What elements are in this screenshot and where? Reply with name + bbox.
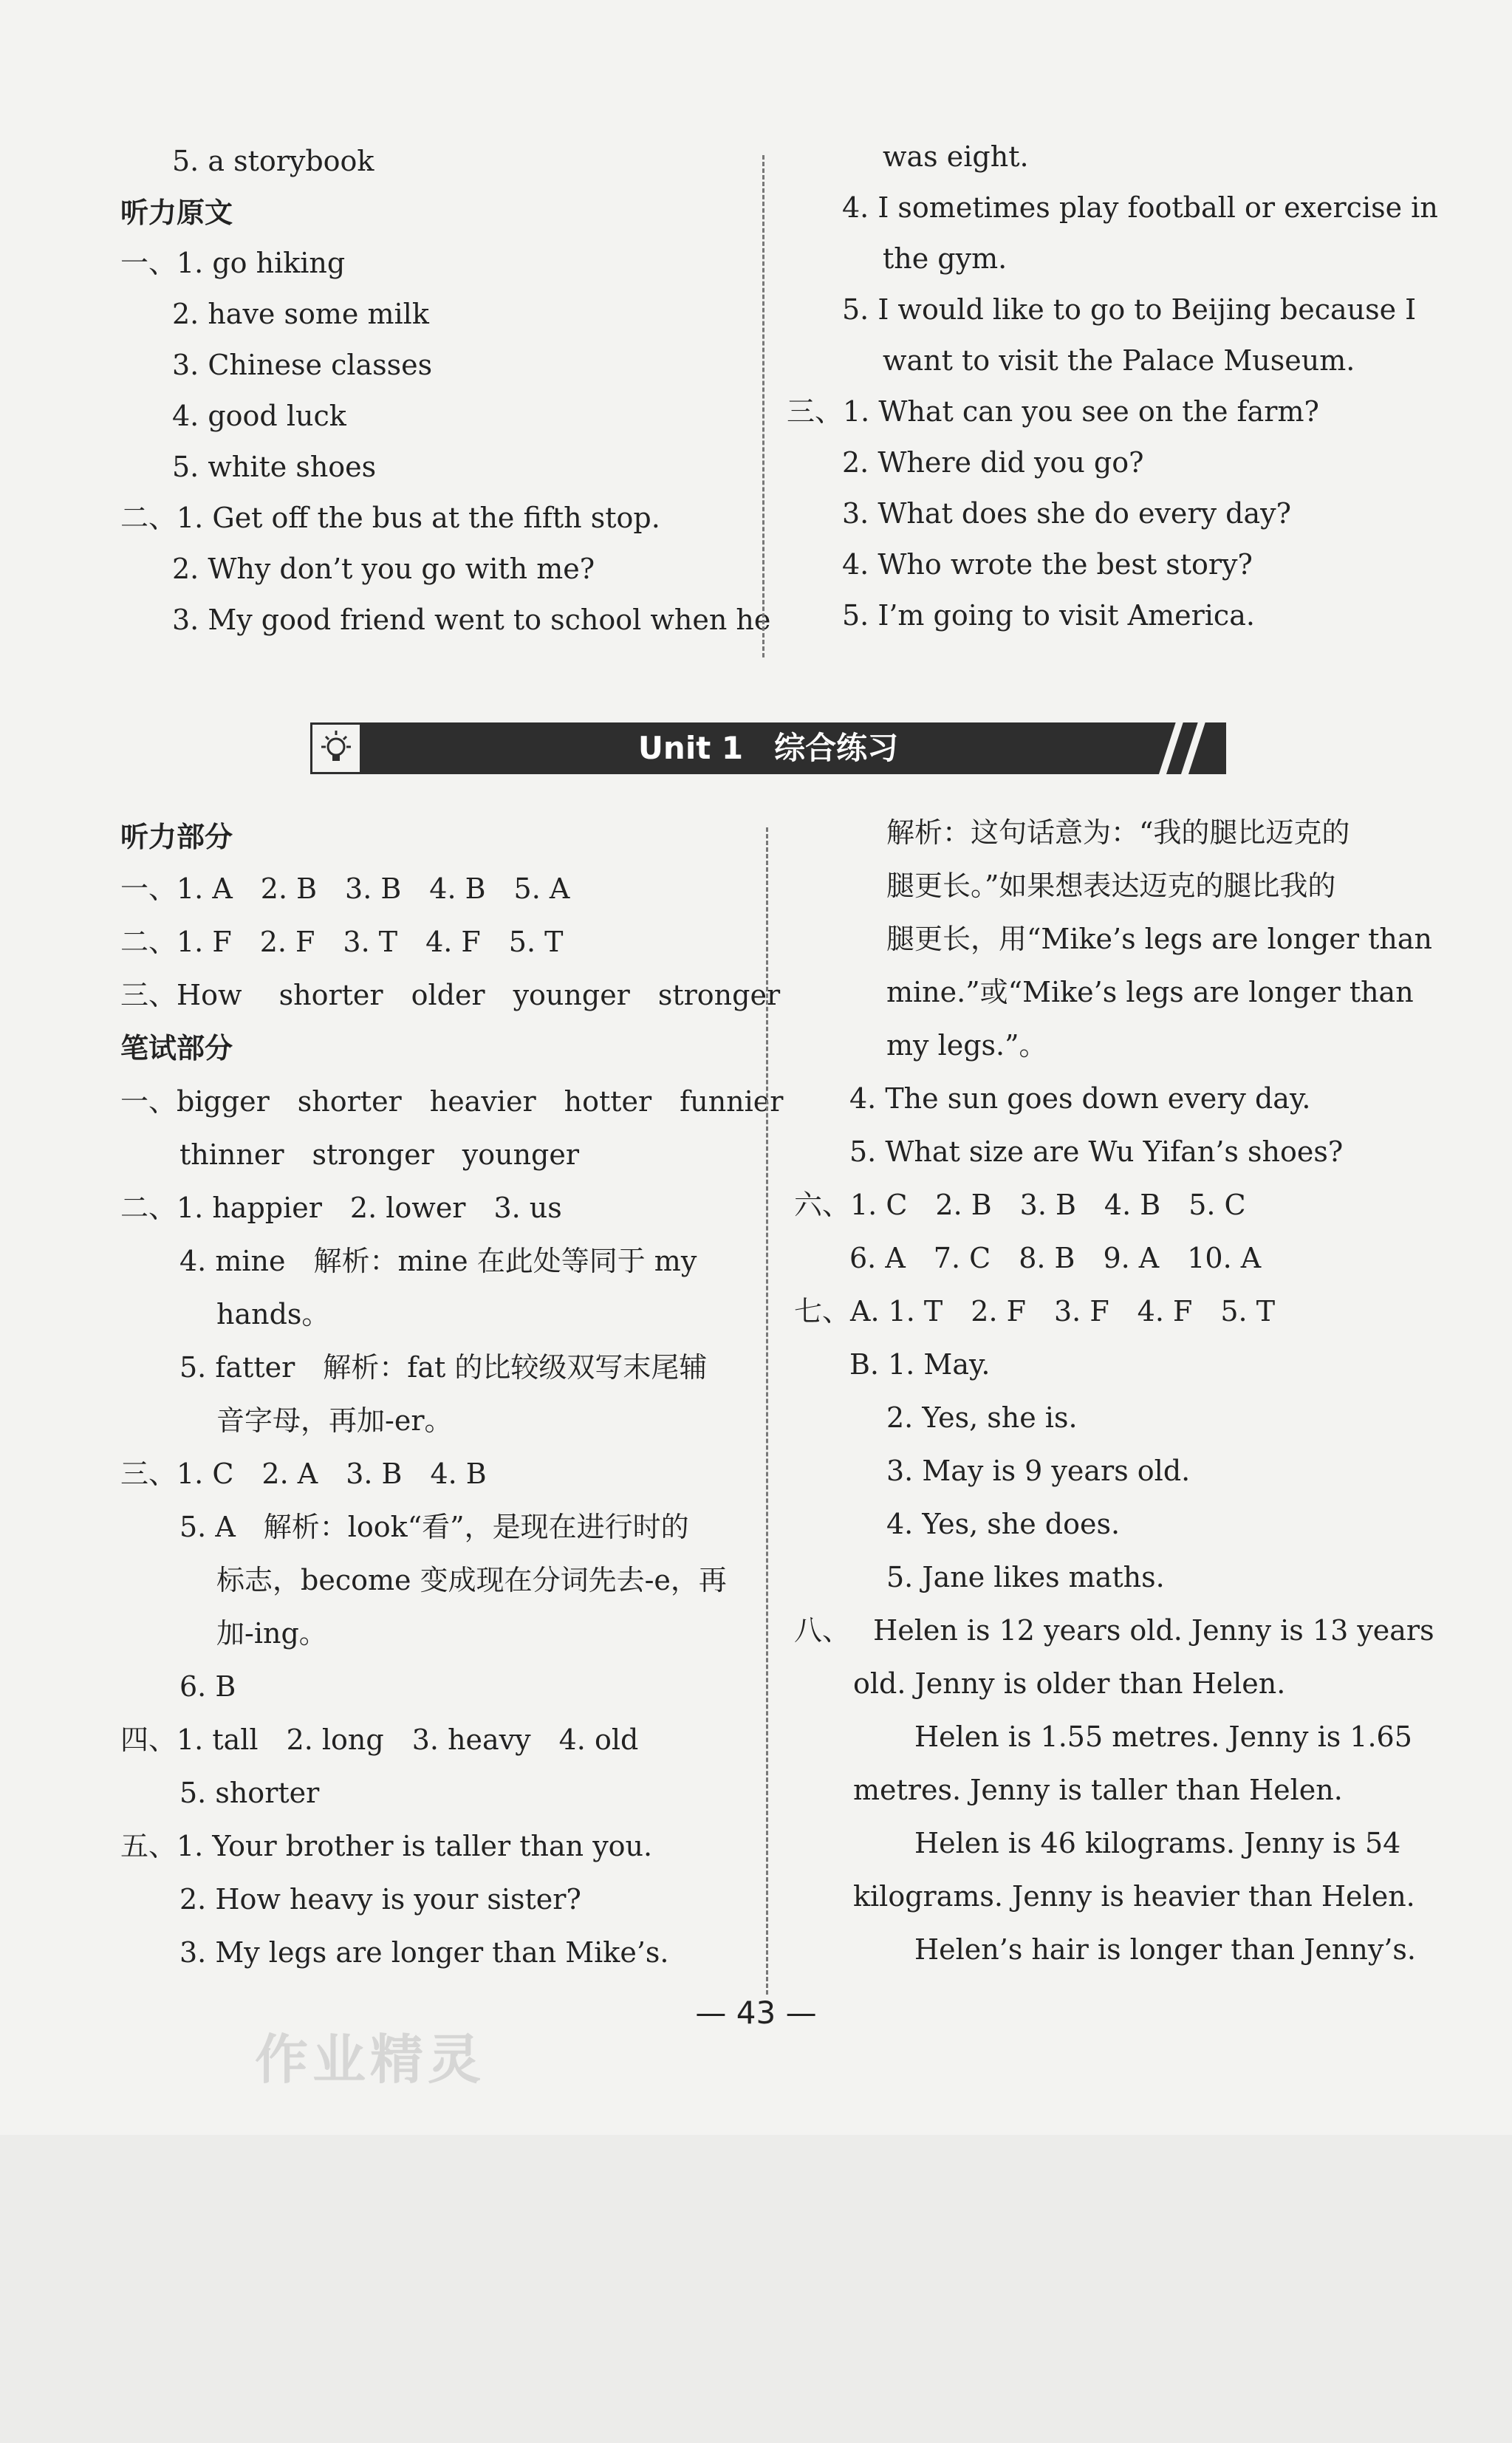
answer-line: 八、 Helen is 12 years old. Jenny is 13 years (794, 1614, 1434, 1647)
answer-line: 4. I sometimes play football or exercise in (842, 191, 1438, 224)
answer-line: 5. I would like to go to Beijing because I (842, 293, 1417, 326)
answer-line: 标志，become 变成现在分词先去-e，再 (216, 1564, 727, 1596)
answer-line: 三、1. What can you see on the farm? (787, 395, 1319, 428)
answer-line: 二、1. happier 2. lower 3. us (120, 1192, 562, 1224)
page-margin (0, 2135, 1512, 2443)
answer-line: 笔试部分 (120, 1032, 233, 1065)
answer-line: 腿更长，用“Mike’s legs are longer than (886, 923, 1433, 955)
answer-line: 二、1. F 2. F 3. T 4. F 5. T (120, 926, 564, 958)
answer-line: Helen’s hair is longer than Jenny’s. (914, 1933, 1416, 1966)
answer-line: 二、1. Get off the bus at the fifth stop. (120, 502, 660, 534)
answer-line: 四、1. tall 2. long 3. heavy 4. old (120, 1723, 639, 1756)
answer-line: 一、1. go hiking (120, 247, 346, 279)
answer-line: kilograms. Jenny is heavier than Helen. (853, 1880, 1415, 1913)
answer-line: 听力原文 (120, 197, 233, 229)
answer-line: B. 1. May. (849, 1348, 991, 1381)
answer-line: 5. What size are Wu Yifan’s shoes? (849, 1135, 1344, 1168)
answer-line: want to visit the Palace Museum. (883, 344, 1355, 377)
answer-line: 3. Chinese classes (172, 349, 433, 381)
answer-line: 五、1. Your brother is taller than you. (120, 1830, 653, 1862)
answer-line: 3. My legs are longer than Mike’s. (179, 1936, 669, 1969)
banner-title: Unit 1 综合练习 (637, 730, 899, 766)
answer-line: 6. A 7. C 8. B 9. A 10. A (849, 1242, 1262, 1274)
answer-line: 3. My good friend went to school when he (172, 604, 771, 636)
answer-line: 5. shorter (179, 1777, 320, 1809)
answer-line: old. Jenny is older than Helen. (853, 1667, 1286, 1700)
answer-line: 5. fatter 解析：fat 的比较级双写末尾辅 (179, 1351, 708, 1384)
answer-line: 5. A 解析：look“看”，是现在进行时的 (179, 1511, 689, 1543)
answer-line: 5. I’m going to visit America. (842, 599, 1255, 632)
answer-line: 一、bigger shorter heavier hotter funnier (120, 1085, 784, 1118)
answer-line: 2. How heavy is your sister? (179, 1883, 581, 1916)
answer-line: 六、1. C 2. B 3. B 4. B 5. C (794, 1189, 1246, 1221)
answer-line: 一、1. A 2. B 3. B 4. B 5. A (120, 872, 570, 905)
answer-line: 七、A. 1. T 2. F 3. F 4. F 5. T (794, 1295, 1276, 1328)
top-column-divider (762, 155, 764, 657)
answer-line: 4. Who wrote the best story? (842, 548, 1253, 581)
answer-line: 5. a storybook (172, 145, 374, 177)
answer-line: 5. white shoes (172, 451, 377, 483)
page-number: — 43 — (695, 1995, 817, 2031)
answer-line: 2. Where did you go? (842, 446, 1144, 479)
answer-line: 2. Why don’t you go with me? (172, 553, 595, 585)
answer-line: 3. May is 9 years old. (886, 1455, 1191, 1487)
answer-line: 三、1. C 2. A 3. B 4. B (120, 1458, 487, 1490)
answer-line: metres. Jenny is taller than Helen. (853, 1774, 1343, 1806)
answer-line: 4. Yes, she does. (886, 1508, 1121, 1540)
answer-line: 5. Jane likes maths. (886, 1561, 1165, 1593)
answer-line: the gym. (883, 242, 1008, 275)
answer-line: my legs.”。 (886, 1029, 1047, 1062)
unit-banner (310, 722, 1226, 774)
answer-line: 加-ing。 (216, 1617, 327, 1650)
answer-line: mine.”或“Mike’s legs are longer than (886, 976, 1414, 1008)
answer-line: 腿更长。”如果想表达迈克的腿比我的 (886, 869, 1336, 902)
answer-line: 解析：这句话意为：“我的腿比迈克的 (886, 816, 1350, 849)
answer-line: 4. mine 解析：mine 在此处等同于 my (179, 1245, 697, 1277)
answer-line: Helen is 1.55 metres. Jenny is 1.65 (914, 1721, 1412, 1753)
answer-line: Helen is 46 kilograms. Jenny is 54 (914, 1827, 1401, 1859)
answer-line: 音字母，再加-er。 (216, 1404, 453, 1437)
answer-line: 4. good luck (172, 400, 346, 432)
answer-line: 2. have some milk (172, 298, 429, 330)
answer-line: 3. What does she do every day? (842, 497, 1291, 530)
answer-line: 4. The sun goes down every day. (849, 1082, 1311, 1115)
answer-line: 2. Yes, she is. (886, 1401, 1078, 1434)
answer-line: was eight. (883, 140, 1029, 173)
answer-line: 三、How shorter older younger stronger (120, 979, 781, 1011)
bottom-column-divider (766, 827, 768, 1995)
answer-line: 6. B (179, 1670, 236, 1703)
watermark: 作业精灵 (255, 2029, 486, 2091)
answer-line: thinner stronger younger (179, 1138, 580, 1171)
answer-line: hands。 (216, 1298, 330, 1330)
answer-line: 听力部分 (120, 821, 233, 853)
